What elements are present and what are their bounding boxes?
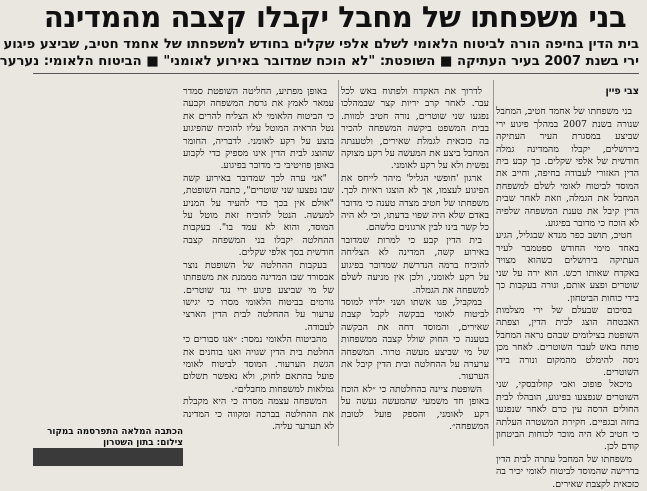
article-column-2 bbox=[341, 86, 489, 446]
article-headline: בני משפחתו של מחבל יקבלו קצבה מהמדינה bbox=[43, 0, 627, 34]
paragraph: בסיכום שבעלם של ירי מצלמות האבטחה הוצג לבית הדין, וצפתה השופטת בצילומים שבהם נראה המחבל פותח באש לעבר השוטרים. לאחר מכן ניסה להימלט מהמקום ונורה בידי השוטרים. bbox=[496, 304, 639, 378]
article-column-1 bbox=[496, 86, 639, 490]
credit-line: צילום: בתון השטרון bbox=[103, 438, 183, 448]
article-photo bbox=[33, 448, 183, 466]
column-divider bbox=[338, 80, 339, 446]
header-rule bbox=[33, 73, 639, 74]
paragraph: באופן מפתיע, החליטה השופטת סמדר עמאר לאמץ את גרסת המשפחה וקבעה כי הביטוח הלאומי לא הצליח להרים את נטל הראיה המוטל עליו להוכיח שהפיגוע בוצע על רקע לאומני. לדבריה, החומר שהוצג לבית הדין אינו מספיק כדי לקבוע באופן פוזיטיבי כי מדובר בפיגוע. bbox=[183, 86, 334, 172]
paragraph: חטיב, תושב כפר מנדא שבגליל, הגיע באחד מימי החודש ספטמבר לעיר העתיקה בירושלים כשהוא מצויד באקדח שאותו רכש. הוא ירה על שני שוטרים ופצע אותם, ונורה בעקבות כך בידי כוחות הביטחון. bbox=[496, 230, 639, 304]
article-subhead bbox=[0, 36, 639, 70]
credit-line: הכתבה המלאה התפרסמה במקור bbox=[47, 427, 183, 437]
photo-credit bbox=[33, 427, 183, 449]
paragraph: מיכאל פופוב ואבי קוזלובסקי, שני השוטרים שנפצעו בפיגוע, הובהלו לבית החולים הדסה עין כרם לאחר שנפגעו בחזה ובגפיים. חקירת המשטרה העלתה כי חטיב לא היה מוכר לכוחות הביטחון קודם לכן. bbox=[496, 379, 639, 453]
paragraph: בית הדין קבע כי למרות שמדובר באירוע קשה, המדינה לא הצליחה להוכיח ברמה הנדרשת שמדובר בפיגוע על רקע לאומני, ולכן אין מניעה לשלם למשפחה את הגמלה. bbox=[341, 234, 489, 296]
paragraph: ארגון 'חופשי הגליל' מיהר לייחס את הפיגוע לעצמו, אך לא הוצגו ראיות לכך. משפחתו של חטיב מצדה טענה כי מדובר באדם שלא היה שפוי בדעתו, וכי לא היה כל קשר בינו לבין ארגונים כלשהם. bbox=[341, 172, 489, 234]
subhead-line: ירי בשנת 2007 בעיר העתיקה ■ השופטת: "לא הוכח שמדובר באירוע לאומני" ■ הביטוח הלאומי: נערער bbox=[0, 54, 639, 69]
paragraph: "אני ערה לכך שמדובר באירוע קשה שבו נפצעו שני שוטרים", כתבה השופטת, "אולם אין בכך כדי להעיד על המניע למעשה. הנטל להוכיח זאת מוטל על המוסד, והוא לא עמד בו". בעקבות ההחלטה יקבלו בני המשפחה קצבה חודשית בסך אלפי שקלים. bbox=[183, 172, 334, 259]
paragraph: לדרוך את האקדח ולפתוח באש לכל עבר. לאחר קרב יריות קצר שבמהלכו נפגעו שני שוטרים, נורה חטיב למוות. בבית המשפט ביקשה המשפחה להכיר בה כזכאית לגמלת שאירים, ולטענתה המחבל ביצע את המעשה על רקע מצוקה נפשית ולא על רקע לאומני. bbox=[341, 86, 489, 172]
paragraph: המשפחה עצמה מסרה כי היא מקבלת את ההחלטה בברכה ומקווה כי המדינה לא תערער עליה. bbox=[183, 396, 334, 432]
subhead-line: בית הדין בחיפה הורה לביטוח הלאומי לשלם אלפי שקלים בחודש למשפחתו של אחמד חטיב, שביצע פיגוע bbox=[3, 37, 639, 52]
paragraph: בעקבות ההחלטה של השופטת נוצר אבסורד שבו המדינה מממנת את משפחתו של מי שביצע פיגוע ירי נגד שוטרים. גורמים בביטוח הלאומי מסרו כי יגישו ערעור על ההחלטה לבית הדין הארצי לעבודה. bbox=[183, 259, 334, 333]
article-column-3 bbox=[183, 86, 334, 446]
article-byline: צבי פיין bbox=[605, 86, 639, 97]
paragraph: במקביל, פגו אשתו ושני ילדיו למוסד לביטוח לאומי בבקשה לקבל קצבת שאירים, והמוסד דחה את הבקשה בטענה כי החוק שולל קצבה ממשפחות של מי שביצע מעשה טרור. המשפחה ערערה על ההחלטה ובית הדין קיבל את הערעור. bbox=[341, 296, 489, 383]
column-divider bbox=[493, 80, 494, 446]
paragraph: מהביטוח הלאומי נמסר: ״אנו סבורים כי החלטת בית הדין שגויה ואנו בוחנים את הגשת הערעור. המוסד לביטוח לאומי פועל בהתאם לחוק, ולא נאפשר תשלום גמלאות למשפחות מחבלים״. bbox=[183, 334, 334, 395]
paragraph: משפחתו של המחבל עתרה לבית הדין בדרישה שהמוסד לביטוח לאומי יכיר בה כזכאית לקצבת שאירים. bbox=[496, 453, 639, 490]
paragraph: השופטת ציינה בהחלטתה כי ״לא הוכח באופן חד משמעי שהמעשה נעשה על רקע לאומני, והספק פועל לטובת המשפחה״. bbox=[341, 383, 489, 432]
paragraph: בני משפחתו של אחמד חטיב, המחבל שנורה בשנת 2007 במהלך פיגוע ירי שביצע במסגרת העיר העתיקה בירושלים, יקבלו מהמדינה גמלה חודשית של אלפי שקלים. כך קבע בית הדין האזורי לעבודה בחיפה, וחייב את המוסד לביטוח לאומי לשלם למשפחת המחבל את הגמלה, וזאת לאחר שבית הדין קיבל את טענת המשפחה שלפיה לא הוכח כי מדובר בפיגוע. bbox=[496, 106, 639, 230]
